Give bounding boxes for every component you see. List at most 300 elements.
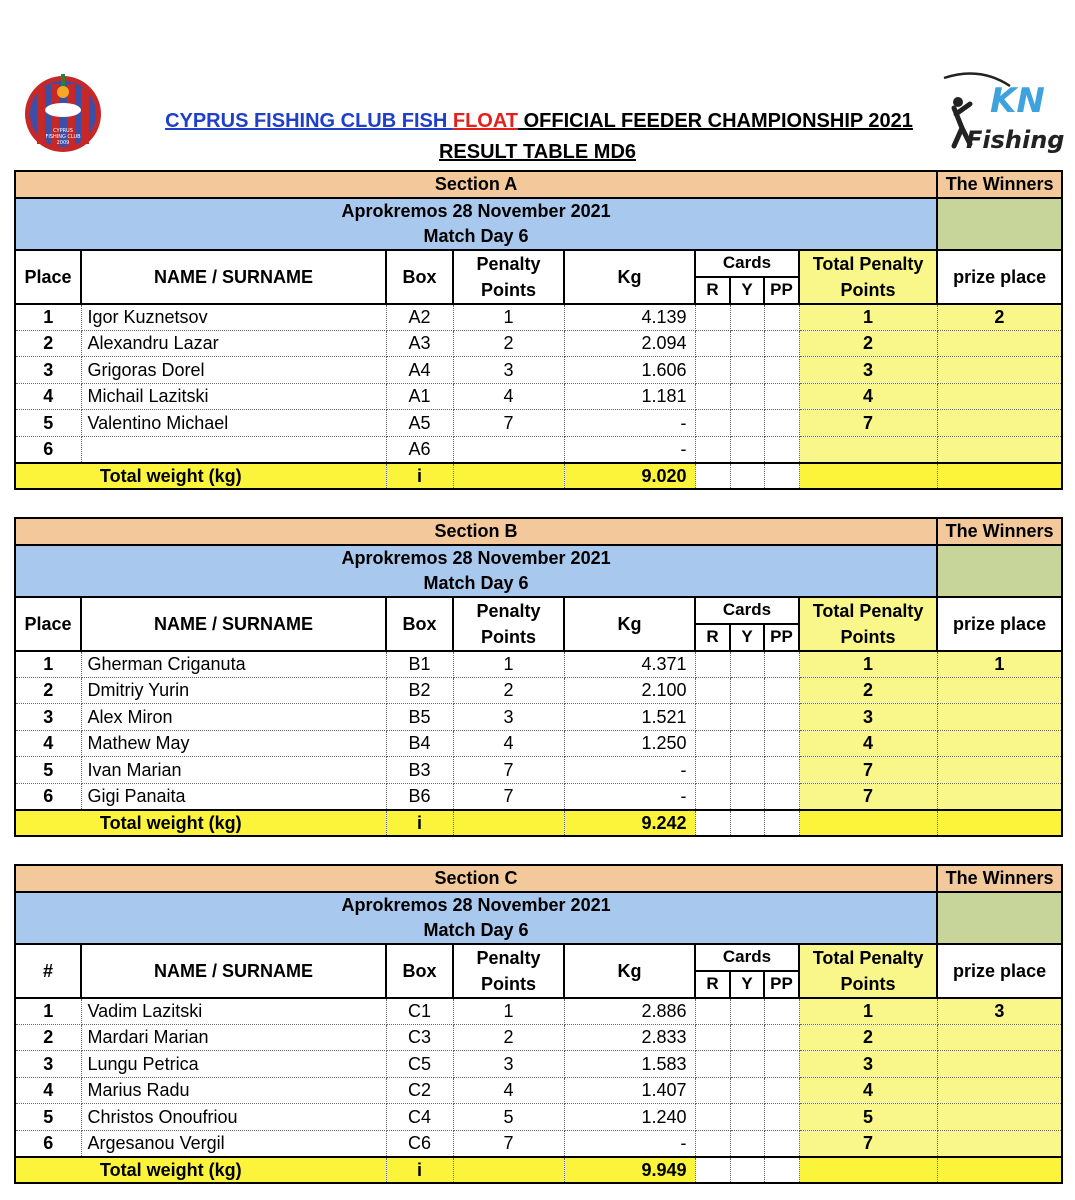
card-y-cell	[730, 1024, 764, 1051]
card-r-cell	[695, 410, 730, 437]
card-pp-cell	[764, 304, 799, 331]
place-cell: 5	[15, 1104, 81, 1131]
box-header: Box	[386, 250, 453, 304]
place-cell: 6	[15, 436, 81, 463]
card-y-cell	[730, 1130, 764, 1157]
kg-cell: 1.181	[564, 383, 695, 410]
total-penalty-header	[799, 944, 937, 998]
kg-header: Kg	[564, 944, 695, 998]
card-y-cell	[730, 783, 764, 810]
total-box-cell: i	[386, 463, 453, 490]
penalty-cell: 7	[453, 783, 564, 810]
prize-cell	[937, 1130, 1062, 1157]
table-row	[15, 410, 1062, 437]
total-weight-label: Total weight (kg)	[15, 463, 386, 490]
place-cell: 5	[15, 410, 81, 437]
prize-cell	[937, 410, 1062, 437]
kg-cell: -	[564, 436, 695, 463]
card-pp-cell	[764, 651, 799, 678]
table-row	[15, 1024, 1062, 1051]
card-y-header: Y	[730, 624, 764, 651]
total-row	[15, 810, 1062, 837]
table-row	[15, 383, 1062, 410]
penalty-cell: 5	[453, 1104, 564, 1131]
prize-cell	[937, 330, 1062, 357]
match-info	[15, 198, 937, 250]
penalty-header-line1: Penalty	[476, 600, 541, 621]
box-cell: A6	[386, 436, 453, 463]
venue-date: Aprokremos 28 November 2021	[341, 894, 611, 915]
total-penalty-cell: 5	[799, 1104, 937, 1131]
table-row	[15, 757, 1062, 784]
total-penalty-cell: 7	[799, 783, 937, 810]
table-row	[15, 1077, 1062, 1104]
name-header: NAME / SURNAME	[81, 250, 386, 304]
table-row	[15, 304, 1062, 331]
total-kg-cell: 9.020	[564, 463, 695, 490]
section-title: Section C	[15, 865, 937, 892]
total-row	[15, 463, 1062, 490]
svg-text:CYPRUS: CYPRUS	[53, 128, 73, 134]
card-y-cell	[730, 410, 764, 437]
kg-cell: 1.250	[564, 730, 695, 757]
card-pp-header: PP	[764, 624, 799, 651]
match-info	[15, 892, 937, 944]
card-pp-cell	[764, 330, 799, 357]
card-y-cell	[730, 357, 764, 384]
prize-cell	[937, 1104, 1062, 1131]
box-cell: C4	[386, 1104, 453, 1131]
table-row	[15, 998, 1062, 1025]
total-penalty-cell: 4	[799, 383, 937, 410]
name-cell: Argesanou Vergil	[81, 1130, 386, 1157]
section-title: Section B	[15, 518, 937, 545]
penalty-header	[453, 944, 564, 998]
place-cell: 5	[15, 757, 81, 784]
total-penalty-header-line2: Points	[840, 626, 896, 647]
card-r-cell	[695, 704, 730, 731]
card-y-cell	[730, 330, 764, 357]
total-penalty-empty	[453, 1157, 564, 1184]
card-r-header: R	[695, 277, 730, 304]
total-card-r	[695, 810, 730, 837]
kg-cell: -	[564, 1130, 695, 1157]
card-pp-header: PP	[764, 277, 799, 304]
penalty-cell: 7	[453, 1130, 564, 1157]
cards-header: Cards	[695, 944, 799, 971]
penalty-cell: 3	[453, 1051, 564, 1078]
penalty-cell: 2	[453, 677, 564, 704]
box-cell: A1	[386, 383, 453, 410]
table-row	[15, 783, 1062, 810]
card-y-cell	[730, 1077, 764, 1104]
place-cell: 3	[15, 357, 81, 384]
card-pp-cell	[764, 677, 799, 704]
total-box-cell: i	[386, 1157, 453, 1184]
kg-cell: 2.094	[564, 330, 695, 357]
svg-text:Fishing: Fishing	[966, 126, 1064, 154]
total-card-r	[695, 1157, 730, 1184]
penalty-header	[453, 250, 564, 304]
winners-header: The Winners	[937, 518, 1062, 545]
page-subtitle: RESULT TABLE MD6	[438, 141, 637, 163]
total-penalty-cell: 4	[799, 730, 937, 757]
card-y-header: Y	[730, 971, 764, 998]
card-pp-header: PP	[764, 971, 799, 998]
card-r-header: R	[695, 624, 730, 651]
table-row	[15, 330, 1062, 357]
kg-cell: 1.583	[564, 1051, 695, 1078]
place-cell: 2	[15, 330, 81, 357]
card-pp-cell	[764, 1051, 799, 1078]
place-cell: 1	[15, 651, 81, 678]
place-cell: 3	[15, 1051, 81, 1078]
card-pp-cell	[764, 436, 799, 463]
kg-cell: 1.240	[564, 1104, 695, 1131]
prize-cell	[937, 730, 1062, 757]
total-prize-empty	[937, 463, 1062, 490]
box-cell: C5	[386, 1051, 453, 1078]
penalty-header-line2: Points	[480, 626, 536, 647]
card-y-cell	[730, 383, 764, 410]
card-r-cell	[695, 1104, 730, 1131]
total-penalty-header-line2: Points	[840, 279, 896, 300]
total-points-empty	[799, 810, 937, 837]
prize-header: prize place	[937, 944, 1062, 998]
prize-cell	[937, 757, 1062, 784]
card-pp-cell	[764, 704, 799, 731]
card-r-cell	[695, 357, 730, 384]
total-box-cell: i	[386, 810, 453, 837]
penalty-cell: 4	[453, 383, 564, 410]
prize-header: prize place	[937, 597, 1062, 651]
card-y-cell	[730, 1104, 764, 1131]
winners-cell	[937, 198, 1062, 250]
card-pp-cell	[764, 1077, 799, 1104]
card-pp-cell	[764, 410, 799, 437]
prize-cell: 2	[937, 304, 1062, 331]
card-r-cell	[695, 1077, 730, 1104]
place-cell: 2	[15, 1024, 81, 1051]
place-cell: 3	[15, 704, 81, 731]
total-prize-empty	[937, 1157, 1062, 1184]
svg-text:FISHING CLUB: FISHING CLUB	[45, 134, 81, 140]
prize-cell	[937, 1024, 1062, 1051]
card-r-cell	[695, 1024, 730, 1051]
name-cell: Michail Lazitski	[81, 383, 386, 410]
winners-header: The Winners	[937, 171, 1062, 198]
card-r-cell	[695, 757, 730, 784]
total-card-pp	[764, 1157, 799, 1184]
penalty-cell	[453, 436, 564, 463]
total-penalty-cell: 4	[799, 1077, 937, 1104]
kg-cell: -	[564, 757, 695, 784]
box-cell: A2	[386, 304, 453, 331]
penalty-cell: 2	[453, 330, 564, 357]
penalty-cell: 3	[453, 357, 564, 384]
box-cell: A4	[386, 357, 453, 384]
kg-cell: 4.371	[564, 651, 695, 678]
card-r-cell	[695, 783, 730, 810]
card-y-cell	[730, 998, 764, 1025]
total-kg-cell: 9.242	[564, 810, 695, 837]
table-row	[15, 1130, 1062, 1157]
box-cell: C6	[386, 1130, 453, 1157]
name-cell: Mathew May	[81, 730, 386, 757]
match-day: Match Day 6	[423, 572, 529, 593]
card-pp-cell	[764, 757, 799, 784]
name-cell: Ivan Marian	[81, 757, 386, 784]
name-cell: Mardari Marian	[81, 1024, 386, 1051]
total-card-r	[695, 463, 730, 490]
kg-cell: 2.886	[564, 998, 695, 1025]
total-penalty-cell: 1	[799, 651, 937, 678]
place-header: Place	[15, 597, 81, 651]
place-header: #	[15, 944, 81, 998]
total-penalty-header-line1: Total Penalty	[812, 947, 924, 968]
card-y-cell	[730, 704, 764, 731]
total-penalty-header-line1: Total Penalty	[812, 600, 924, 621]
box-cell: C2	[386, 1077, 453, 1104]
penalty-header-line1: Penalty	[476, 947, 541, 968]
table-row	[15, 357, 1062, 384]
total-penalty-cell: 7	[799, 410, 937, 437]
table-row	[15, 1051, 1062, 1078]
card-r-cell	[695, 651, 730, 678]
penalty-cell: 4	[453, 730, 564, 757]
kg-cell: 1.606	[564, 357, 695, 384]
name-cell: Gherman Criganuta	[81, 651, 386, 678]
name-cell: Igor Kuznetsov	[81, 304, 386, 331]
name-cell: Vadim Lazitski	[81, 998, 386, 1025]
name-cell: Christos Onoufriou	[81, 1104, 386, 1131]
total-card-y	[730, 810, 764, 837]
prize-cell: 3	[937, 998, 1062, 1025]
name-header: NAME / SURNAME	[81, 597, 386, 651]
section-title: Section A	[15, 171, 937, 198]
card-r-cell	[695, 730, 730, 757]
card-y-cell	[730, 757, 764, 784]
table-row	[15, 651, 1062, 678]
kg-header: Kg	[564, 250, 695, 304]
card-r-cell	[695, 1051, 730, 1078]
total-row	[15, 1157, 1062, 1184]
card-pp-cell	[764, 1104, 799, 1131]
box-cell: B6	[386, 783, 453, 810]
penalty-cell: 2	[453, 1024, 564, 1051]
card-pp-cell	[764, 1130, 799, 1157]
match-day: Match Day 6	[423, 919, 529, 940]
total-penalty-cell: 7	[799, 1130, 937, 1157]
prize-cell	[937, 704, 1062, 731]
total-weight-label: Total weight (kg)	[15, 810, 386, 837]
winners-cell	[937, 545, 1062, 597]
penalty-header-line2: Points	[480, 279, 536, 300]
section-table	[14, 864, 1063, 1184]
prize-cell	[937, 783, 1062, 810]
box-cell: B3	[386, 757, 453, 784]
total-penalty-cell: 2	[799, 1024, 937, 1051]
card-y-header: Y	[730, 277, 764, 304]
box-header: Box	[386, 597, 453, 651]
total-penalty-header-line1: Total Penalty	[812, 253, 924, 274]
table-row	[15, 677, 1062, 704]
place-cell: 4	[15, 730, 81, 757]
name-cell: Dmitriy Yurin	[81, 677, 386, 704]
svg-text:2009: 2009	[56, 140, 70, 146]
prize-cell	[937, 1077, 1062, 1104]
total-points-empty	[799, 1157, 937, 1184]
card-r-cell	[695, 677, 730, 704]
kg-cell: 2.100	[564, 677, 695, 704]
prize-header: prize place	[937, 250, 1062, 304]
prize-cell	[937, 383, 1062, 410]
total-penalty-cell	[799, 436, 937, 463]
name-cell: Valentino Michael	[81, 410, 386, 437]
card-r-cell	[695, 383, 730, 410]
box-header: Box	[386, 944, 453, 998]
card-pp-cell	[764, 357, 799, 384]
prize-cell	[937, 1051, 1062, 1078]
total-penalty-header	[799, 250, 937, 304]
total-prize-empty	[937, 810, 1062, 837]
penalty-header	[453, 597, 564, 651]
card-y-cell	[730, 1051, 764, 1078]
name-cell: Gigi Panaita	[81, 783, 386, 810]
kg-cell: -	[564, 410, 695, 437]
total-penalty-cell: 3	[799, 357, 937, 384]
penalty-cell: 7	[453, 757, 564, 784]
place-cell: 1	[15, 304, 81, 331]
prize-cell	[937, 357, 1062, 384]
box-cell: A5	[386, 410, 453, 437]
winners-header: The Winners	[937, 865, 1062, 892]
box-cell: C1	[386, 998, 453, 1025]
total-penalty-cell: 2	[799, 330, 937, 357]
card-pp-cell	[764, 783, 799, 810]
page-title: CYPRUS FISHING CLUB FISH FLOAT OFFICIAL FEEDER CHAMPIONSHIP 2021	[165, 110, 913, 132]
card-r-cell	[695, 998, 730, 1025]
place-cell: 6	[15, 1130, 81, 1157]
table-row	[15, 730, 1062, 757]
section-table	[14, 170, 1063, 490]
total-weight-label: Total weight (kg)	[15, 1157, 386, 1184]
match-day: Match Day 6	[423, 225, 529, 246]
prize-cell	[937, 677, 1062, 704]
name-cell: Lungu Petrica	[81, 1051, 386, 1078]
kg-cell: 2.833	[564, 1024, 695, 1051]
table-row	[15, 704, 1062, 731]
card-y-cell	[730, 677, 764, 704]
venue-date: Aprokremos 28 November 2021	[341, 547, 611, 568]
total-penalty-cell: 3	[799, 704, 937, 731]
total-penalty-empty	[453, 810, 564, 837]
card-r-header: R	[695, 971, 730, 998]
card-y-cell	[730, 436, 764, 463]
card-y-cell	[730, 304, 764, 331]
match-info	[15, 545, 937, 597]
winners-cell	[937, 892, 1062, 944]
box-cell: B4	[386, 730, 453, 757]
kg-cell: -	[564, 783, 695, 810]
card-y-cell	[730, 730, 764, 757]
card-pp-cell	[764, 383, 799, 410]
name-cell	[81, 436, 386, 463]
name-header: NAME / SURNAME	[81, 944, 386, 998]
total-card-pp	[764, 810, 799, 837]
box-cell: B2	[386, 677, 453, 704]
box-cell: B5	[386, 704, 453, 731]
card-pp-cell	[764, 730, 799, 757]
total-card-pp	[764, 463, 799, 490]
card-r-cell	[695, 1130, 730, 1157]
table-row	[15, 436, 1062, 463]
total-penalty-header	[799, 597, 937, 651]
kg-cell: 4.139	[564, 304, 695, 331]
total-points-empty	[799, 463, 937, 490]
penalty-cell: 1	[453, 304, 564, 331]
box-cell: C3	[386, 1024, 453, 1051]
box-cell: A3	[386, 330, 453, 357]
prize-cell: 1	[937, 651, 1062, 678]
card-y-cell	[730, 651, 764, 678]
penalty-cell: 3	[453, 704, 564, 731]
card-r-cell	[695, 330, 730, 357]
card-pp-cell	[764, 998, 799, 1025]
card-r-cell	[695, 304, 730, 331]
penalty-header-line2: Points	[480, 973, 536, 994]
place-header: Place	[15, 250, 81, 304]
place-cell: 6	[15, 783, 81, 810]
box-cell: B1	[386, 651, 453, 678]
place-cell: 2	[15, 677, 81, 704]
kg-header: Kg	[564, 597, 695, 651]
place-cell: 4	[15, 1077, 81, 1104]
place-cell: 1	[15, 998, 81, 1025]
cards-header: Cards	[695, 597, 799, 624]
prize-cell	[937, 436, 1062, 463]
kg-cell: 1.407	[564, 1077, 695, 1104]
kg-cell: 1.521	[564, 704, 695, 731]
name-cell: Grigoras Dorel	[81, 357, 386, 384]
total-penalty-cell: 1	[799, 304, 937, 331]
name-cell: Alex Miron	[81, 704, 386, 731]
total-penalty-cell: 3	[799, 1051, 937, 1078]
card-r-cell	[695, 436, 730, 463]
cards-header: Cards	[695, 250, 799, 277]
place-cell: 4	[15, 383, 81, 410]
penalty-cell: 7	[453, 410, 564, 437]
venue-date: Aprokremos 28 November 2021	[341, 200, 611, 221]
total-penalty-header-line2: Points	[840, 973, 896, 994]
svg-text:KN: KN	[990, 81, 1045, 121]
name-cell: Alexandru Lazar	[81, 330, 386, 357]
total-kg-cell: 9.949	[564, 1157, 695, 1184]
total-card-y	[730, 463, 764, 490]
card-pp-cell	[764, 1024, 799, 1051]
penalty-header-line1: Penalty	[476, 253, 541, 274]
penalty-cell: 4	[453, 1077, 564, 1104]
table-row	[15, 1104, 1062, 1131]
name-cell: Marius Radu	[81, 1077, 386, 1104]
total-penalty-cell: 7	[799, 757, 937, 784]
section-table	[14, 517, 1063, 837]
total-penalty-cell: 2	[799, 677, 937, 704]
total-card-y	[730, 1157, 764, 1184]
penalty-cell: 1	[453, 998, 564, 1025]
total-penalty-empty	[453, 463, 564, 490]
total-penalty-cell: 1	[799, 998, 937, 1025]
